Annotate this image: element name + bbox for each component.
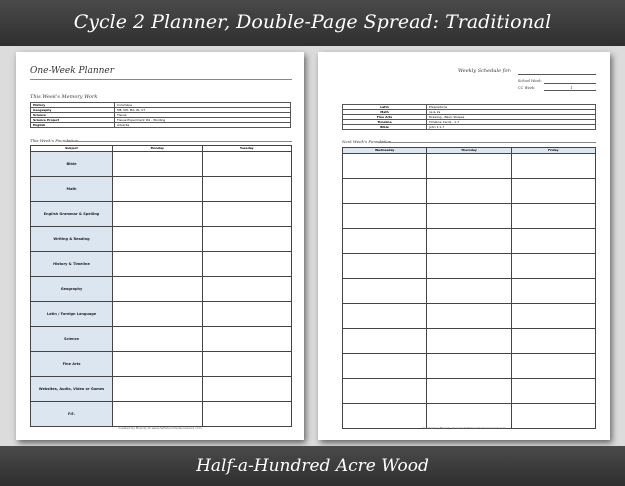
friday-cell — [511, 229, 595, 254]
subject-cell: Math — [31, 177, 113, 202]
table-row — [343, 154, 596, 179]
monday-cell — [113, 377, 203, 402]
wednesday-cell — [343, 379, 427, 404]
column-header-subject: Subject — [31, 146, 113, 152]
cycle-value: Prepositions — [427, 105, 596, 110]
table-header-row — [343, 148, 596, 154]
table-header-row — [31, 146, 292, 152]
table-row — [343, 329, 596, 354]
cc-week-value: 1 — [570, 86, 573, 90]
friday-cell — [511, 254, 595, 279]
cycle-value: Timeline Cards - 1-7 — [427, 120, 596, 125]
memory-label: Science — [31, 113, 115, 118]
friday-cell — [511, 329, 595, 354]
table-row — [31, 402, 292, 427]
cycle-label: Timeline — [343, 120, 427, 125]
tuesday-cell — [202, 202, 292, 227]
memory-label: English — [31, 123, 115, 128]
page-footer: Created by Brandy at www.halfahundredacrewood.com — [118, 426, 202, 430]
cc-week-text: CC Week: — [518, 86, 536, 90]
day-schedule-table — [342, 147, 596, 429]
wednesday-cell — [343, 179, 427, 204]
monday-cell — [113, 202, 203, 227]
school-week-label: School Week: — [518, 79, 542, 83]
thursday-cell — [427, 379, 511, 404]
tuesday-cell — [202, 177, 292, 202]
memory-value: Tissue Experiment #4 - Winding — [115, 118, 291, 123]
column-header-thursday: Thursday — [427, 148, 511, 154]
cycle-label: Bible — [343, 125, 427, 130]
foundation-heading: This Week's Foundation — [30, 138, 79, 143]
cycle-work-table — [342, 104, 596, 130]
subject-cell: Science — [31, 327, 113, 352]
thursday-cell — [427, 229, 511, 254]
table-row — [31, 327, 292, 352]
table-row — [31, 227, 292, 252]
friday-cell — [511, 179, 595, 204]
friday-cell — [511, 304, 595, 329]
friday-cell — [511, 154, 595, 179]
table-row — [31, 277, 292, 302]
table-row — [343, 204, 596, 229]
tuesday-cell — [202, 302, 292, 327]
monday-cell — [113, 402, 203, 427]
monday-cell — [113, 152, 203, 177]
page-title: One-Week Planner — [30, 66, 115, 76]
thursday-cell — [427, 304, 511, 329]
table-row — [343, 229, 596, 254]
column-header-wednesday: Wednesday — [343, 148, 427, 154]
cycle-value: 1s & 2s — [427, 110, 596, 115]
subject-cell: P.E. — [31, 402, 113, 427]
bottom-banner: Half-a-Hundred Acre Wood — [0, 446, 625, 486]
tuesday-cell — [202, 227, 292, 252]
monday-cell — [113, 352, 203, 377]
cycle-label: Fine Arts — [343, 115, 427, 120]
table-row — [343, 279, 596, 304]
memory-row — [31, 123, 291, 128]
thursday-cell — [427, 329, 511, 354]
memory-value: Tissue — [115, 113, 291, 118]
memory-value: Columbus — [115, 103, 291, 108]
table-row — [343, 354, 596, 379]
table-row — [343, 304, 596, 329]
right-planner-page — [318, 52, 610, 440]
subject-cell: Latin / Foreign Language — [31, 302, 113, 327]
friday-cell — [511, 404, 595, 429]
tuesday-cell — [202, 377, 292, 402]
friday-cell — [511, 379, 595, 404]
tuesday-cell — [202, 152, 292, 177]
memory-label: Science Project — [31, 118, 115, 123]
cycle-value: Drawing - Basic Shapes — [427, 115, 596, 120]
monday-cell — [113, 177, 203, 202]
wednesday-cell — [343, 204, 427, 229]
table-row — [31, 352, 292, 377]
friday-cell — [511, 279, 595, 304]
title-rule — [30, 79, 292, 80]
friday-cell — [511, 204, 595, 229]
schedule-rule — [518, 74, 596, 75]
column-header-monday: Monday — [113, 146, 203, 152]
thursday-cell — [427, 279, 511, 304]
column-header-tuesday: Tuesday — [202, 146, 292, 152]
cc-week-rule — [544, 90, 596, 91]
table-row — [343, 179, 596, 204]
tuesday-cell — [202, 277, 292, 302]
page-footer: Created by Brandy at www.halfahundredacrewood.com — [422, 426, 506, 430]
subject-cell: English Grammar & Spelling — [31, 202, 113, 227]
table-row — [31, 202, 292, 227]
wednesday-cell — [343, 304, 427, 329]
memory-label: Geography — [31, 108, 115, 113]
table-row — [343, 379, 596, 404]
thursday-cell — [427, 354, 511, 379]
monday-cell — [113, 302, 203, 327]
wednesday-cell — [343, 329, 427, 354]
wednesday-cell — [343, 354, 427, 379]
thursday-cell — [427, 154, 511, 179]
memory-value: ME, NH, MA, RI, VT — [115, 108, 291, 113]
left-planner-page — [16, 52, 304, 440]
memory-work-table — [30, 102, 291, 128]
subject-cell: Fine Arts — [31, 352, 113, 377]
thursday-cell — [427, 204, 511, 229]
wednesday-cell — [343, 154, 427, 179]
column-header-friday: Friday — [511, 148, 595, 154]
foundation-rule — [66, 141, 292, 142]
tuesday-cell — [202, 402, 292, 427]
tuesday-cell — [202, 327, 292, 352]
subject-cell: Bible — [31, 152, 113, 177]
next-foundation-heading: Next Week's Foundation — [342, 139, 392, 144]
friday-cell — [511, 354, 595, 379]
weekly-schedule-label: Weekly Schedule for: — [458, 68, 512, 74]
tuesday-cell — [202, 252, 292, 277]
memory-label: History — [31, 103, 115, 108]
cycle-label: Latin — [343, 105, 427, 110]
subject-cell: History & Timeline — [31, 252, 113, 277]
tuesday-cell — [202, 352, 292, 377]
memory-work-heading: This Week's Memory Work — [30, 94, 98, 100]
cycle-value: John 1:1-7 — [427, 125, 596, 130]
table-row — [31, 377, 292, 402]
cycle-label: Math — [343, 110, 427, 115]
memory-value: Adverbs — [115, 123, 291, 128]
monday-cell — [113, 252, 203, 277]
table-row — [31, 177, 292, 202]
table-row — [31, 302, 292, 327]
wednesday-cell — [343, 254, 427, 279]
subject-cell: Geography — [31, 277, 113, 302]
subject-cell: Websites, Audio, Video or Games — [31, 377, 113, 402]
monday-cell — [113, 227, 203, 252]
thursday-cell — [427, 404, 511, 429]
school-week-rule — [544, 83, 596, 84]
subject-cell: Writing & Reading — [31, 227, 113, 252]
table-row — [343, 404, 596, 429]
table-row — [31, 252, 292, 277]
top-banner: Cycle 2 Planner, Double-Page Spread: Traditional — [0, 0, 625, 46]
thursday-cell — [427, 179, 511, 204]
table-row — [343, 254, 596, 279]
cycle-row — [343, 125, 596, 130]
wednesday-cell — [343, 229, 427, 254]
thursday-cell — [427, 254, 511, 279]
wednesday-cell — [343, 404, 427, 429]
table-row — [31, 152, 292, 177]
subject-schedule-table — [30, 145, 292, 427]
monday-cell — [113, 327, 203, 352]
next-foundation-rule — [378, 142, 596, 143]
wednesday-cell — [343, 279, 427, 304]
monday-cell — [113, 277, 203, 302]
